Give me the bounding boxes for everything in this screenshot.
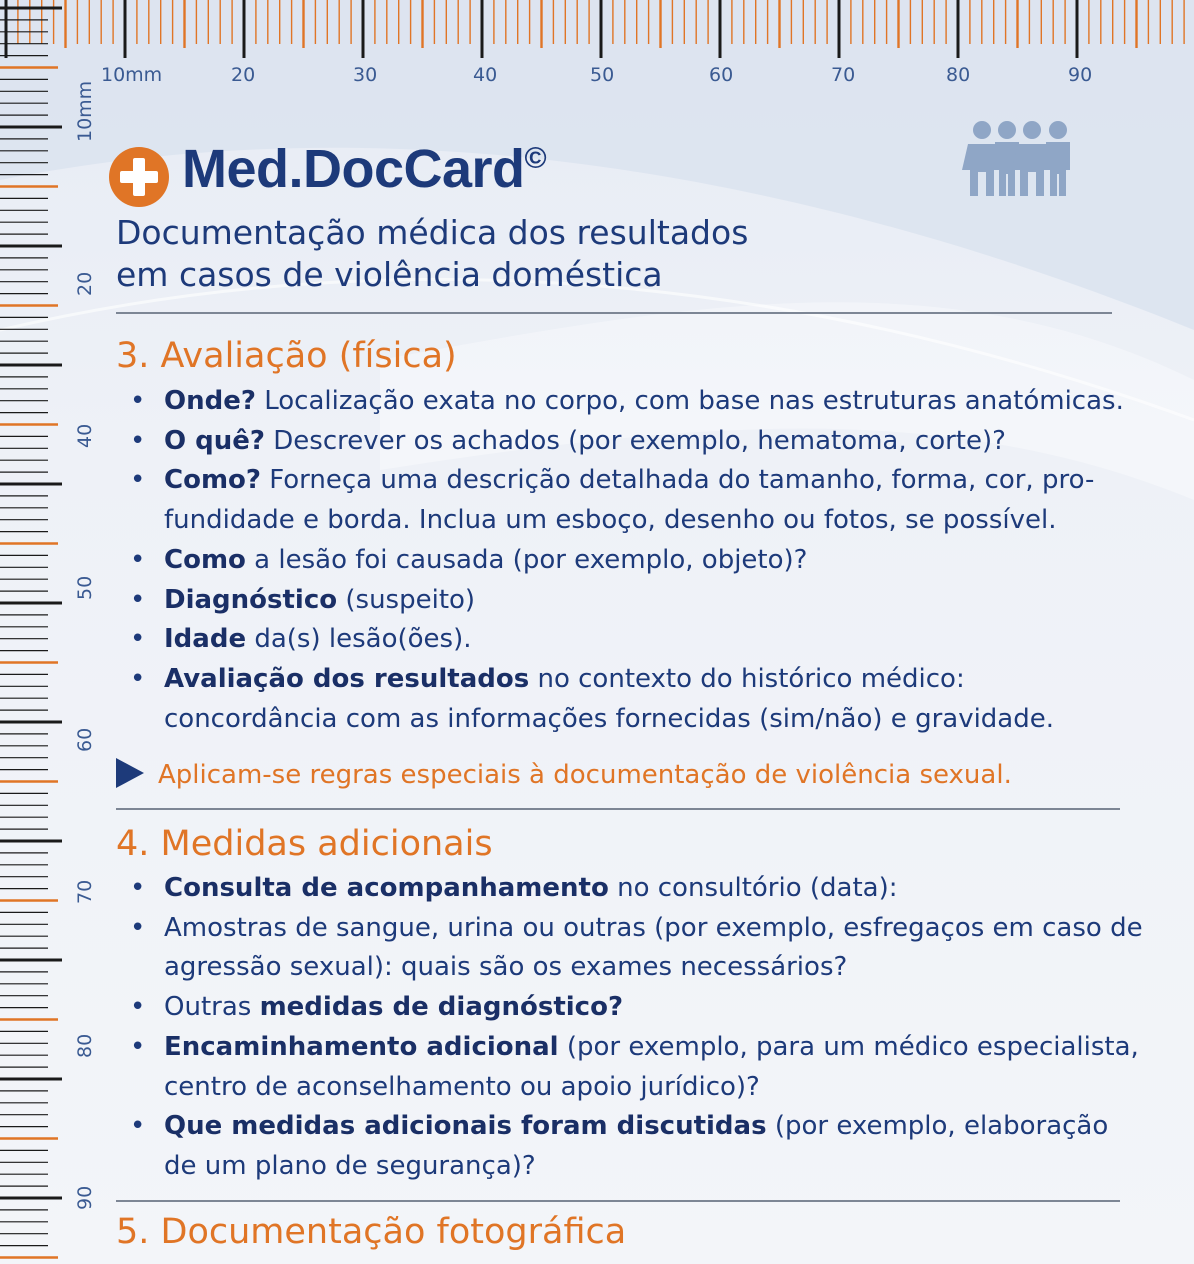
ruler-top-label: 60 — [709, 64, 734, 86]
list-item: • Amostras de sangue, urina ou outras (por exemplo, esfregaços em caso de agressão sexual): quais são os exames necessários? — [116, 909, 1146, 988]
divider — [116, 808, 1120, 810]
section-4-list — [116, 869, 1146, 1187]
subtitle-line: em casos de violência doméstica — [116, 255, 663, 294]
subtitle — [116, 212, 836, 296]
subtitle-line: Documentação médica dos resultados — [116, 213, 749, 252]
section-title: 5. Documentação fotográfica — [116, 1212, 627, 1252]
ruler-left-label: 50 — [74, 575, 96, 600]
ruler-top-label: 70 — [831, 64, 856, 86]
divider — [116, 312, 1112, 314]
ruler-top-label: 10mm — [101, 64, 163, 86]
list-item: • Outras medidas de diagnóstico? — [116, 988, 1146, 1028]
ruler-left-label: 90 — [74, 1185, 96, 1210]
ruler-top-label: 50 — [590, 64, 615, 86]
ruler-top-label: 30 — [353, 64, 378, 86]
cross-plus-icon — [108, 146, 170, 208]
ruler-left — [0, 0, 62, 1264]
special-rules-note: Aplicam-se regras especiais à documentação de violência sexual. — [116, 758, 1012, 790]
list-item: • Encaminhamento adicional (por exemplo, para um médico especialista, centro de aconselhamento ou apoio jurídico)? — [116, 1028, 1146, 1107]
section-3-list — [116, 382, 1146, 739]
list-item: • Onde? Localização exata no corpo, com base nas estruturas anatómicas. — [116, 382, 1146, 422]
section-title: 3. Avaliação (física) — [116, 336, 457, 376]
list-item: • Consulta de acompanhamento no consultório (data): — [116, 869, 1146, 909]
brand-title: Med.DocCard© — [182, 139, 547, 199]
ruler-left-label: 60 — [74, 727, 96, 752]
section-title: 4. Medidas adicionais — [116, 824, 493, 864]
list-item: • Diagnóstico (suspeito) — [116, 581, 1146, 621]
ruler-left-label: 20 — [74, 271, 96, 296]
ruler-left-label: 40 — [74, 423, 96, 448]
ruler-top-label: 80 — [946, 64, 971, 86]
ruler-top — [0, 0, 1194, 62]
arrow-right-icon — [116, 758, 144, 788]
list-item: • Avaliação dos resultados no contexto do histórico médico: concordância com as informações fornecidas (sim/não) e gravidade. — [116, 660, 1146, 739]
ruler-left-label: 80 — [74, 1033, 96, 1058]
ruler-top-label: 20 — [231, 64, 256, 86]
list-item: • Como? Forneça uma descrição detalhada do tamanho, forma, cor, pro-fundidade e borda. Inclua um esboço, desenho ou fotos, se possível. — [116, 461, 1146, 540]
divider — [116, 1200, 1120, 1202]
family-icon — [960, 118, 1080, 198]
ruler-left-label: 70 — [74, 879, 96, 904]
list-item: • Como a lesão foi causada (por exemplo, objeto)? — [116, 541, 1146, 581]
ruler-top-label: 40 — [473, 64, 498, 86]
ruler-top-label: 90 — [1068, 64, 1093, 86]
ruler-left-label: 10mm — [74, 80, 96, 142]
list-item: • Que medidas adicionais foram discutidas (por exemplo, elaboração de um plano de segurança)? — [116, 1107, 1146, 1186]
list-item: • Idade da(s) lesão(ões). — [116, 620, 1146, 660]
list-item: • O quê? Descrever os achados (por exemplo, hematoma, corte)? — [116, 422, 1146, 462]
